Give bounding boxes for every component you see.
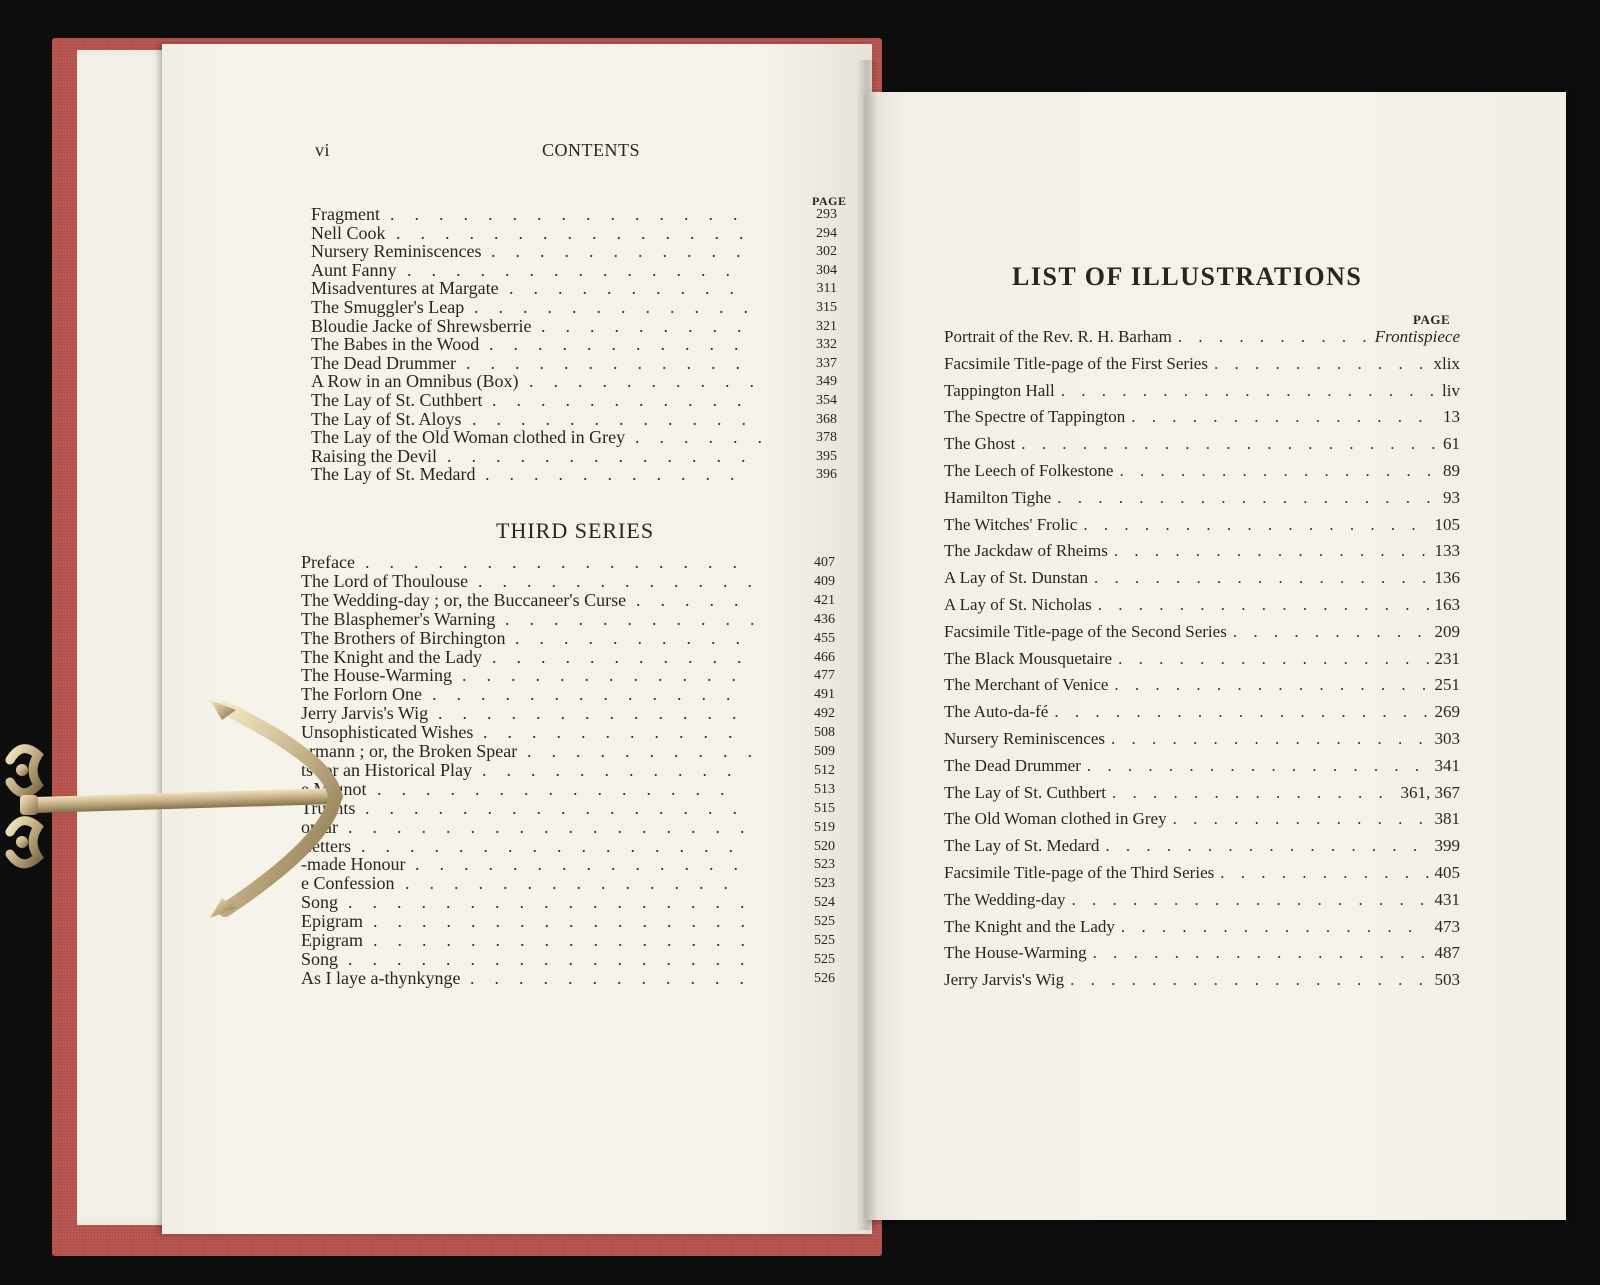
leader-dots: ........... xyxy=(489,334,759,355)
contents-entry xyxy=(311,242,847,261)
leader-dots: ................ xyxy=(365,797,757,818)
leader-dots: ............ xyxy=(478,570,772,591)
entry-title: The Forlorn One xyxy=(301,684,422,705)
entry-title: oplar xyxy=(301,816,338,837)
illustration-entry xyxy=(944,513,1460,537)
leader-dots: ............ xyxy=(470,967,764,988)
entry-page: 368 xyxy=(816,411,837,427)
illustration-title: The Leech of Folkestone xyxy=(944,461,1114,480)
entry-title: Truants xyxy=(301,797,356,818)
illustration-entry xyxy=(944,700,1460,724)
contents-entry xyxy=(301,666,845,685)
illustration-page: liv xyxy=(1442,380,1460,400)
leader-dots xyxy=(1083,513,1428,537)
leader-dots: .............. xyxy=(407,259,750,280)
contents-entry xyxy=(311,261,847,280)
entry-page: 508 xyxy=(814,725,835,741)
entry-page: 321 xyxy=(816,318,837,334)
book-gutter xyxy=(856,60,878,1230)
illustration-title: The Old Woman clothed in Grey xyxy=(944,809,1167,829)
contents-entry xyxy=(301,572,845,591)
contents-entry xyxy=(301,912,845,931)
illustration-title: Facsimile Title-page of the Third Series xyxy=(944,863,1215,882)
illustration-title: The Jackdaw of Rheims xyxy=(944,541,1108,561)
illustration-title: The Merchant of Venice xyxy=(944,675,1109,695)
contents-entry xyxy=(311,372,847,391)
contents-entry xyxy=(301,610,845,629)
contents-entry xyxy=(311,410,847,429)
leader-dots xyxy=(1098,593,1429,617)
leader-dots: .......... xyxy=(527,741,772,761)
entry-page: 337 xyxy=(816,355,837,371)
leader-dots: ................ xyxy=(365,552,757,572)
contents-entry xyxy=(301,704,845,723)
contents-entry xyxy=(301,931,845,950)
entry-title: ts for an Historical Play xyxy=(301,759,472,780)
leader-dots: .......... xyxy=(509,278,754,299)
entry-page: 477 xyxy=(814,668,835,684)
entry-page: 302 xyxy=(816,244,837,260)
leader-dots: .......... xyxy=(515,627,760,648)
illustration-page: 503 xyxy=(1434,970,1460,990)
contents-entry xyxy=(311,279,847,298)
entry-page: 293 xyxy=(816,207,837,222)
entry-title: ermann ; or, the Broken Spear xyxy=(301,741,518,761)
leader-dots xyxy=(1021,432,1437,456)
leader-dots: ............ xyxy=(466,352,760,373)
entry-title: Song xyxy=(301,892,339,913)
illustration-entry xyxy=(944,325,1460,349)
entry-page: 523 xyxy=(814,857,835,873)
illustration-page: 251 xyxy=(1434,675,1460,695)
illustration-page: 269 xyxy=(1434,702,1460,722)
entry-title: The Lay of St. Cuthbert xyxy=(311,390,483,410)
leader-dots: ............... xyxy=(390,204,758,224)
leader-dots xyxy=(1131,405,1437,429)
illustration-entry xyxy=(944,352,1460,376)
leader-dots: .......... xyxy=(529,371,774,392)
illustration-page: 136 xyxy=(1434,568,1460,588)
illustration-title: The Dead Drummer xyxy=(944,755,1081,775)
contents-entry xyxy=(301,723,845,742)
illustration-title: The Witches' Frolic xyxy=(944,514,1078,534)
entry-page: 523 xyxy=(814,876,835,892)
entry-page: 515 xyxy=(814,800,835,816)
entry-title: Nursery Reminiscences xyxy=(311,241,482,262)
entry-title: The Wedding-day ; or, the Buccaneer's Curse xyxy=(301,589,627,610)
contents-entry xyxy=(301,950,845,969)
illustration-title: The House-Warming xyxy=(944,943,1087,963)
illustration-title: A Lay of St. Nicholas xyxy=(944,595,1092,614)
entry-title: Aunt Fanny xyxy=(311,259,397,280)
leader-dots xyxy=(1214,352,1428,376)
leader-dots xyxy=(1220,861,1428,885)
entry-page: 525 xyxy=(814,914,835,930)
illustration-page: 303 xyxy=(1434,729,1460,748)
contents-entry xyxy=(311,447,847,466)
illustration-title: The Ghost xyxy=(944,434,1016,454)
illustration-title: Jerry Jarvis's Wig xyxy=(944,970,1065,990)
entry-title: The Babes in the Wood xyxy=(311,334,480,355)
illustration-page: 361, 367 xyxy=(1400,782,1460,802)
leader-dots xyxy=(1094,566,1428,590)
leader-dots xyxy=(1119,459,1437,483)
leader-dots: ........... xyxy=(491,241,761,262)
contents-entry xyxy=(311,317,847,336)
illustration-entry xyxy=(944,673,1460,697)
entry-page: 524 xyxy=(814,895,835,911)
leader-dots xyxy=(1087,754,1429,778)
illustration-entry xyxy=(944,915,1460,939)
illustration-entry xyxy=(944,432,1460,456)
leader-dots: .............. xyxy=(405,873,748,894)
leader-dots xyxy=(1121,915,1429,939)
leader-dots: ................ xyxy=(373,930,765,950)
leader-dots xyxy=(1105,834,1428,858)
illustration-title: Nursery Reminiscences xyxy=(944,729,1105,748)
illustration-page: 431 xyxy=(1434,889,1460,909)
entry-title: -made Honour xyxy=(301,854,406,875)
illustration-title: Portrait of the Rev. R. H. Barham xyxy=(944,327,1172,346)
entry-page: 332 xyxy=(816,337,837,353)
illustration-page: 61 xyxy=(1443,434,1460,454)
illustration-entry xyxy=(944,807,1460,831)
entry-title: Raising the Devil xyxy=(311,445,437,466)
entry-title: e Confession xyxy=(301,873,395,894)
leader-dots: ..... xyxy=(636,589,759,610)
illustration-page: 89 xyxy=(1443,461,1460,480)
page-column-label: PAGE xyxy=(812,194,847,208)
entry-title: The Lay of St. Aloys xyxy=(311,408,462,429)
leader-dots xyxy=(1054,700,1428,724)
entry-title: The Blasphemer's Warning xyxy=(301,608,496,629)
entry-title: Jerry Jarvis's Wig xyxy=(301,703,429,724)
entry-page: 512 xyxy=(814,762,835,778)
leader-dots xyxy=(1114,673,1428,697)
contents-entry xyxy=(311,354,847,373)
leader-dots: ............. xyxy=(447,445,766,466)
leader-dots: ........... xyxy=(505,608,775,629)
entry-page: 349 xyxy=(816,374,837,390)
leader-dots: ............... xyxy=(377,778,745,799)
leader-dots: ............ xyxy=(472,408,766,429)
entry-page: 520 xyxy=(814,838,835,854)
entry-title: Letters xyxy=(301,835,351,856)
illustration-entry xyxy=(944,379,1460,403)
leader-dots: ............... xyxy=(396,222,764,243)
entry-page: 519 xyxy=(814,819,835,835)
illustration-title: The Spectre of Tappington xyxy=(944,407,1126,427)
page-number: vi xyxy=(315,140,331,160)
entry-title: Fragment xyxy=(311,204,380,224)
entry-title: The Lay of the Old Woman clothed in Grey xyxy=(311,427,626,448)
leader-dots: ................. xyxy=(348,816,765,837)
illustration-page: 133 xyxy=(1434,541,1460,561)
leader-dots xyxy=(1178,325,1369,349)
running-head: CONTENTS xyxy=(542,140,640,160)
contents-entry xyxy=(311,205,847,224)
illustrations-title: LIST OF ILLUSTRATIONS xyxy=(1012,262,1363,291)
entry-title: The Brothers of Birchington xyxy=(301,627,506,648)
leader-dots: ........... xyxy=(485,464,755,485)
illustration-entry xyxy=(944,861,1460,885)
illustration-entry xyxy=(944,754,1460,778)
illustration-entry xyxy=(944,727,1460,751)
leader-dots: ........... xyxy=(492,646,762,667)
leader-dots xyxy=(1118,647,1428,671)
entry-title: The Lay of St. Medard xyxy=(311,464,476,485)
entry-page: 378 xyxy=(816,430,837,446)
illustration-page: 405 xyxy=(1434,863,1460,882)
entry-page: 354 xyxy=(816,393,837,408)
illustration-page: 231 xyxy=(1434,648,1460,668)
contents-entry xyxy=(301,742,845,761)
illustration-title: Hamilton Tighe xyxy=(944,487,1052,507)
entry-page: 455 xyxy=(814,630,835,646)
leader-dots xyxy=(1114,539,1429,563)
illustrations-page-label: PAGE xyxy=(1413,312,1451,327)
entry-page: 315 xyxy=(816,300,837,315)
contents-entry xyxy=(301,874,845,893)
illustration-title: The Black Mousquetaire xyxy=(944,648,1113,668)
illustration-title: The Wedding-day xyxy=(944,889,1066,909)
leader-dots: ................ xyxy=(361,835,753,856)
section-title: THIRD SERIES xyxy=(496,518,655,543)
illustration-title: The Knight and the Lady xyxy=(944,916,1115,936)
illustration-title: The Lay of St. Cuthbert xyxy=(944,782,1106,802)
entry-page: 436 xyxy=(814,611,835,627)
entry-title: The House-Warming xyxy=(301,665,453,686)
entry-page: 396 xyxy=(816,467,837,483)
contents-entry xyxy=(311,335,847,354)
entry-page: 294 xyxy=(816,225,837,241)
contents-entry xyxy=(301,837,845,856)
contents-entry xyxy=(311,465,847,484)
leader-dots xyxy=(1173,807,1429,831)
illustration-page: 105 xyxy=(1434,514,1460,534)
entry-page: 395 xyxy=(816,448,837,464)
contents-entry xyxy=(301,969,845,988)
leader-dots: ................. xyxy=(348,948,765,969)
entry-page: 526 xyxy=(814,970,835,986)
entry-page: 466 xyxy=(814,649,835,665)
entry-page: 409 xyxy=(814,573,835,589)
illustration-entry xyxy=(944,405,1460,429)
entry-title: A Row in an Omnibus (Box) xyxy=(311,371,519,392)
leader-dots: ............ xyxy=(474,297,768,317)
illustration-page: 487 xyxy=(1434,943,1460,963)
contents-entry xyxy=(301,629,845,648)
leader-dots xyxy=(1070,968,1428,992)
illustration-title: Facsimile Title-page of the Second Series xyxy=(944,621,1227,641)
illustration-page: 13 xyxy=(1443,407,1460,427)
leader-dots xyxy=(1111,727,1429,751)
leader-dots xyxy=(1233,620,1429,644)
entry-title: The Smuggler's Leap xyxy=(311,297,465,317)
leader-dots: ................. xyxy=(348,892,765,913)
illustration-title: The Auto-da-fé xyxy=(944,702,1049,722)
illustration-entry xyxy=(944,539,1460,563)
entry-title: Bloudie Jacke of Shrewsberrie xyxy=(311,315,532,336)
illustration-entry xyxy=(944,593,1460,617)
leader-dots: ................ xyxy=(373,911,765,932)
contents-entry xyxy=(301,648,845,667)
entry-title: Nell Cook xyxy=(311,222,386,243)
leader-dots: ........... xyxy=(492,390,762,410)
entry-page: 525 xyxy=(814,951,835,967)
entry-title: As I laye a-thynkynge xyxy=(301,967,461,988)
leader-dots: ........... xyxy=(482,759,752,780)
entry-title: Preface xyxy=(301,552,355,572)
contents-entry xyxy=(301,685,845,704)
leader-dots: ............. xyxy=(438,703,757,724)
leader-dots: .............. xyxy=(415,854,758,875)
entry-title: Epigram xyxy=(301,930,363,950)
illustration-entry xyxy=(944,647,1460,671)
illustration-entry xyxy=(944,968,1460,992)
illustration-title: Tappington Hall xyxy=(944,380,1055,400)
contents-entry xyxy=(311,428,847,447)
illustration-entry xyxy=(944,888,1460,912)
illustration-entry xyxy=(944,566,1460,590)
leader-dots xyxy=(1072,888,1429,912)
leader-dots: ......... xyxy=(541,315,762,336)
leader-dots xyxy=(1112,781,1395,805)
entry-page: 491 xyxy=(814,687,835,703)
entry-title: e Mignot xyxy=(301,778,367,799)
leader-dots: ............. xyxy=(432,684,751,705)
entry-page: 304 xyxy=(816,262,837,278)
entry-page: 509 xyxy=(814,744,835,759)
illustration-page: 163 xyxy=(1434,595,1460,614)
leader-dots xyxy=(1061,379,1436,403)
illustration-entry xyxy=(944,486,1460,510)
contents-entry xyxy=(311,224,847,243)
contents-entry xyxy=(301,780,845,799)
entry-page: 492 xyxy=(814,706,835,722)
entry-title: The Lord of Thoulouse xyxy=(301,570,469,591)
entry-title: The Dead Drummer xyxy=(311,352,456,373)
leader-dots: ........... xyxy=(483,722,753,743)
illustration-page: 341 xyxy=(1434,755,1460,775)
anchor-icon xyxy=(0,700,360,950)
contents-entry xyxy=(311,298,847,317)
illustration-page: 473 xyxy=(1434,916,1460,936)
illustration-page: 399 xyxy=(1434,836,1460,856)
leader-dots: ...... xyxy=(635,427,782,448)
entry-page: 513 xyxy=(814,781,835,797)
illustration-title: The Lay of St. Medard xyxy=(944,836,1100,856)
contents-entry xyxy=(301,893,845,912)
illustration-entry xyxy=(944,941,1460,965)
illustration-title: Facsimile Title-page of the First Series xyxy=(944,353,1208,373)
entry-page: 525 xyxy=(814,933,835,948)
leader-dots xyxy=(1093,941,1429,965)
illustration-entry xyxy=(944,834,1460,858)
entry-title: Misadventures at Margate xyxy=(311,278,499,299)
entry-title: Unsophisticated Wishes xyxy=(301,722,474,743)
contents-entry xyxy=(301,818,845,837)
illustration-entry xyxy=(944,459,1460,483)
entry-title: Song xyxy=(301,948,339,969)
contents-entry xyxy=(301,799,845,818)
illustration-title: A Lay of St. Dunstan xyxy=(944,568,1089,588)
illustration-entry xyxy=(944,781,1460,805)
entry-page: 311 xyxy=(816,281,837,297)
contents-entry xyxy=(301,553,845,572)
illustration-page: 93 xyxy=(1443,487,1460,507)
entry-page: 407 xyxy=(814,555,835,570)
illustration-page: xlix xyxy=(1433,353,1460,373)
contents-entry xyxy=(311,391,847,410)
entry-title: Epigram xyxy=(301,911,363,932)
entry-page: 421 xyxy=(814,592,835,608)
leader-dots xyxy=(1057,486,1437,510)
contents-entry xyxy=(301,591,845,610)
illustration-page: 209 xyxy=(1434,621,1460,641)
entry-title: The Knight and the Lady xyxy=(301,646,482,667)
illustration-entry xyxy=(944,620,1460,644)
illustration-page: 381 xyxy=(1434,809,1460,829)
contents-entry xyxy=(301,761,845,780)
leader-dots: ............ xyxy=(462,665,756,686)
contents-entry xyxy=(301,855,845,874)
illustration-page: Frontispiece xyxy=(1374,327,1460,346)
